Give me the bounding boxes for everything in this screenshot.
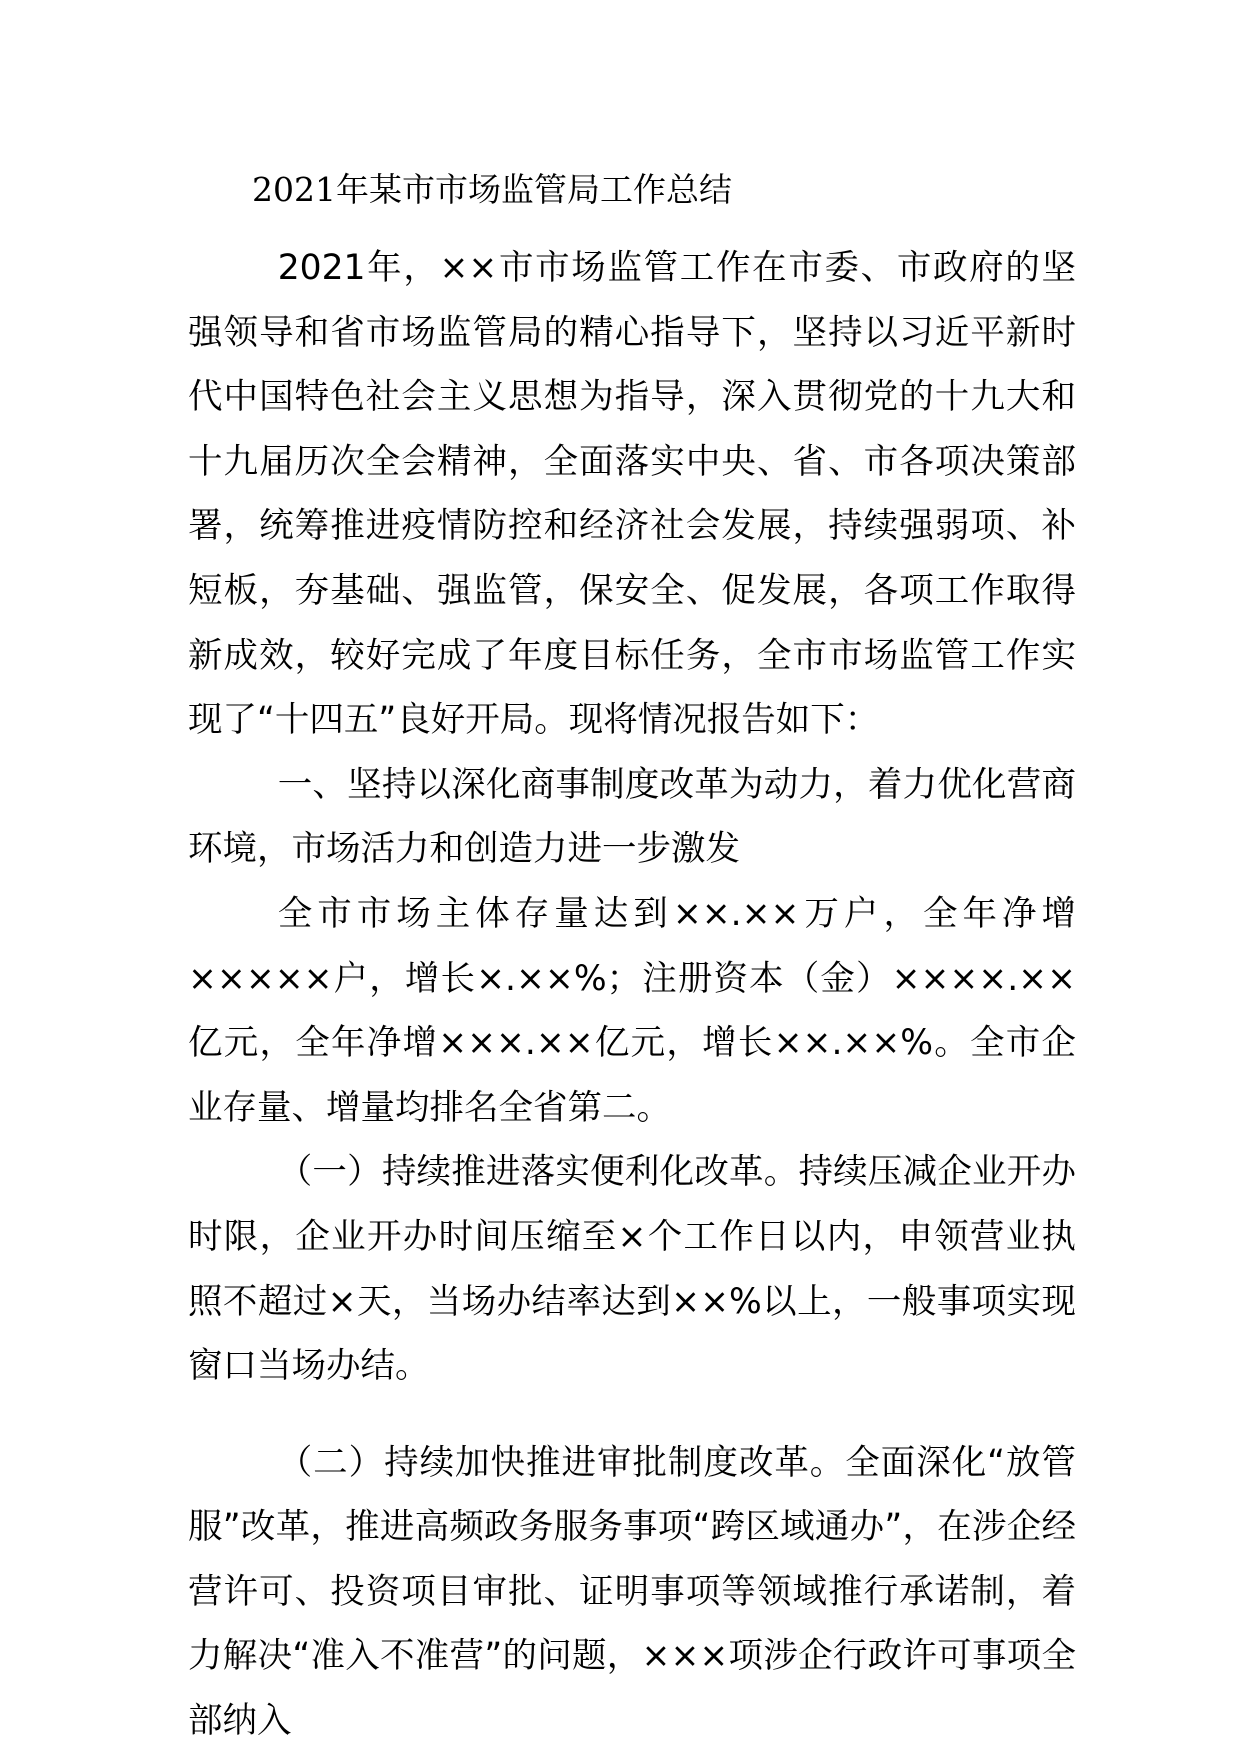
document-body (188, 236, 1076, 1754)
paragraph-statistics: 全市市场主体存量达到××.××万户，全年净增×××××户，增长×.××%；注册资本（金）××××.××亿元，全年净增×××.××亿元，增长××.××%。全市企业存量、增量均排名全省第二。 (188, 893, 1076, 1128)
paragraph-item-2: （二）持续加快推进审批制度改革。全面深化“放管服”改革，推进高频政务服务事项“跨区域通办”，在涉企经营许可、投资项目审批、证明事项等领域推行承诺制，着力解决“准入不准营”的问题，×××项涉企行政许可事项全部纳入 (188, 1442, 1076, 1742)
document-title: 2021年某市市场监管局工作总结 (252, 170, 732, 209)
paragraph-intro: 2021年，××市市场监管工作在市委、市政府的坚强领导和省市场监管局的精心指导下，坚持以习近平新时代中国特色社会主义思想为指导，深入贯彻党的十九大和十九届历次全会精神，全面落实中央、省、市各项决策部署，统筹推进疫情防控和经济社会发展，持续强弱项、补短板，夯基础、强监管，保安全、促发展，各项工作取得新成效，较好完成了年度目标任务，全市市场监管工作实现了“十四五”良好开局。现将情况报告如下： (188, 248, 1076, 741)
paragraph-item-1: （一）持续推进落实便利化改革。持续压减企业开办时限，企业开办时间压缩至×个工作日以内，申领营业执照不超过×天，当场办结率达到××%以上，一般事项实现窗口当场办结。 (188, 1152, 1076, 1387)
paragraph-section-heading: 一、坚持以深化商事制度改革为动力，着力优化营商环境，市场活力和创造力进一步激发 (188, 764, 1076, 870)
